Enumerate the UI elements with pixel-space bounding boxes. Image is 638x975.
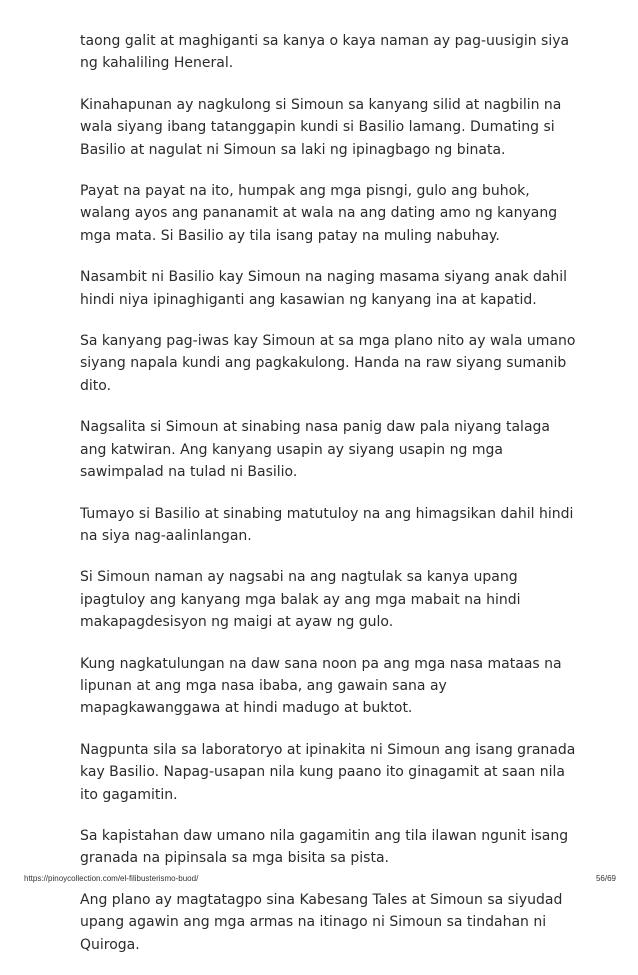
- footer-url: https://pinoycollection.com/el-filibusterismo-buod/: [24, 874, 199, 883]
- paragraph: Si Simoun naman ay nagsabi na ang nagtulak sa kanya upang ipagtuloy ang kanyang mga balak ay ang mga mabait na hindi makapagdesisyon ng maigi at ayaw ng gulo.: [80, 569, 521, 631]
- page-number: 56/69: [595, 874, 616, 883]
- article-body: [80, 30, 580, 975]
- paragraph: Kinahapunan ay nagkulong si Simoun sa kanyang silid at nagbilin na wala siyang ibang tatanggapin kundi si Basilio lamang. Dumating si Basilio at nagulat ni Simoun sa laki ng ipinagbago ng binata.: [80, 96, 562, 158]
- paragraph: Ang plano ay magtatagpo sina Kabesang Tales at Simoun sa siyudad upang agawin ang mga armas na itinago ni Simoun sa tindahan ni Quiroga.: [80, 891, 563, 953]
- paragraph: Tumayo si Basilio at sinabing matutuloy na ang himagsikan dahil hindi na siya nag-aalinlangan.: [80, 505, 574, 544]
- paragraph: Nasambit ni Basilio kay Simoun na naging masama siyang anak dahil hindi niya ipinaghiganti ang kasawian ng kanyang ina at kapatid.: [80, 269, 568, 308]
- paragraph: taong galit at maghiganti sa kanya o kaya naman ay pag-uusigin siya ng kahaliling Heneral.: [80, 33, 570, 72]
- paragraph: Nagsalita si Simoun at sinabing nasa panig daw pala niyang talaga ang katwiran. Ang kanyang usapin ay siyang usapin ng mga sawimpalad na tulad ni Basilio.: [80, 419, 550, 481]
- paragraph: Sa kanyang pag-iwas kay Simoun at sa mga plano nito ay wala umano siyang napala kundi ang pagkakulong. Handa na raw siyang sumanib dito.: [80, 333, 576, 394]
- paragraph: Kung nagkatulungan na daw sana noon pa ang mga nasa mataas na lipunan at ang mga nasa ibaba, ang gawain sana ay mapagkawanggawa at hindi madugo at buktot.: [80, 655, 562, 717]
- paragraph: Sa kapistahan daw umano nila gagamitin ang tila ilawan ngunit isang granada na pipinsala sa mga bisita sa pista.: [80, 827, 569, 867]
- paragraph: Payat na payat na ito, humpak ang mga pisngi, gulo ang buhok, walang ayos ang pananamit at wala na ang dating amo ng kanyang mga mata. Si Basilio ay tila isang patay na muling nabuhay.: [80, 183, 558, 244]
- paragraph: Nagpunta sila sa laboratoryo at ipinakita ni Simoun ang isang granada kay Basilio. Napag-usapan nila kung paano ito ginagamit at saan nila ito gagamitin.: [80, 741, 576, 803]
